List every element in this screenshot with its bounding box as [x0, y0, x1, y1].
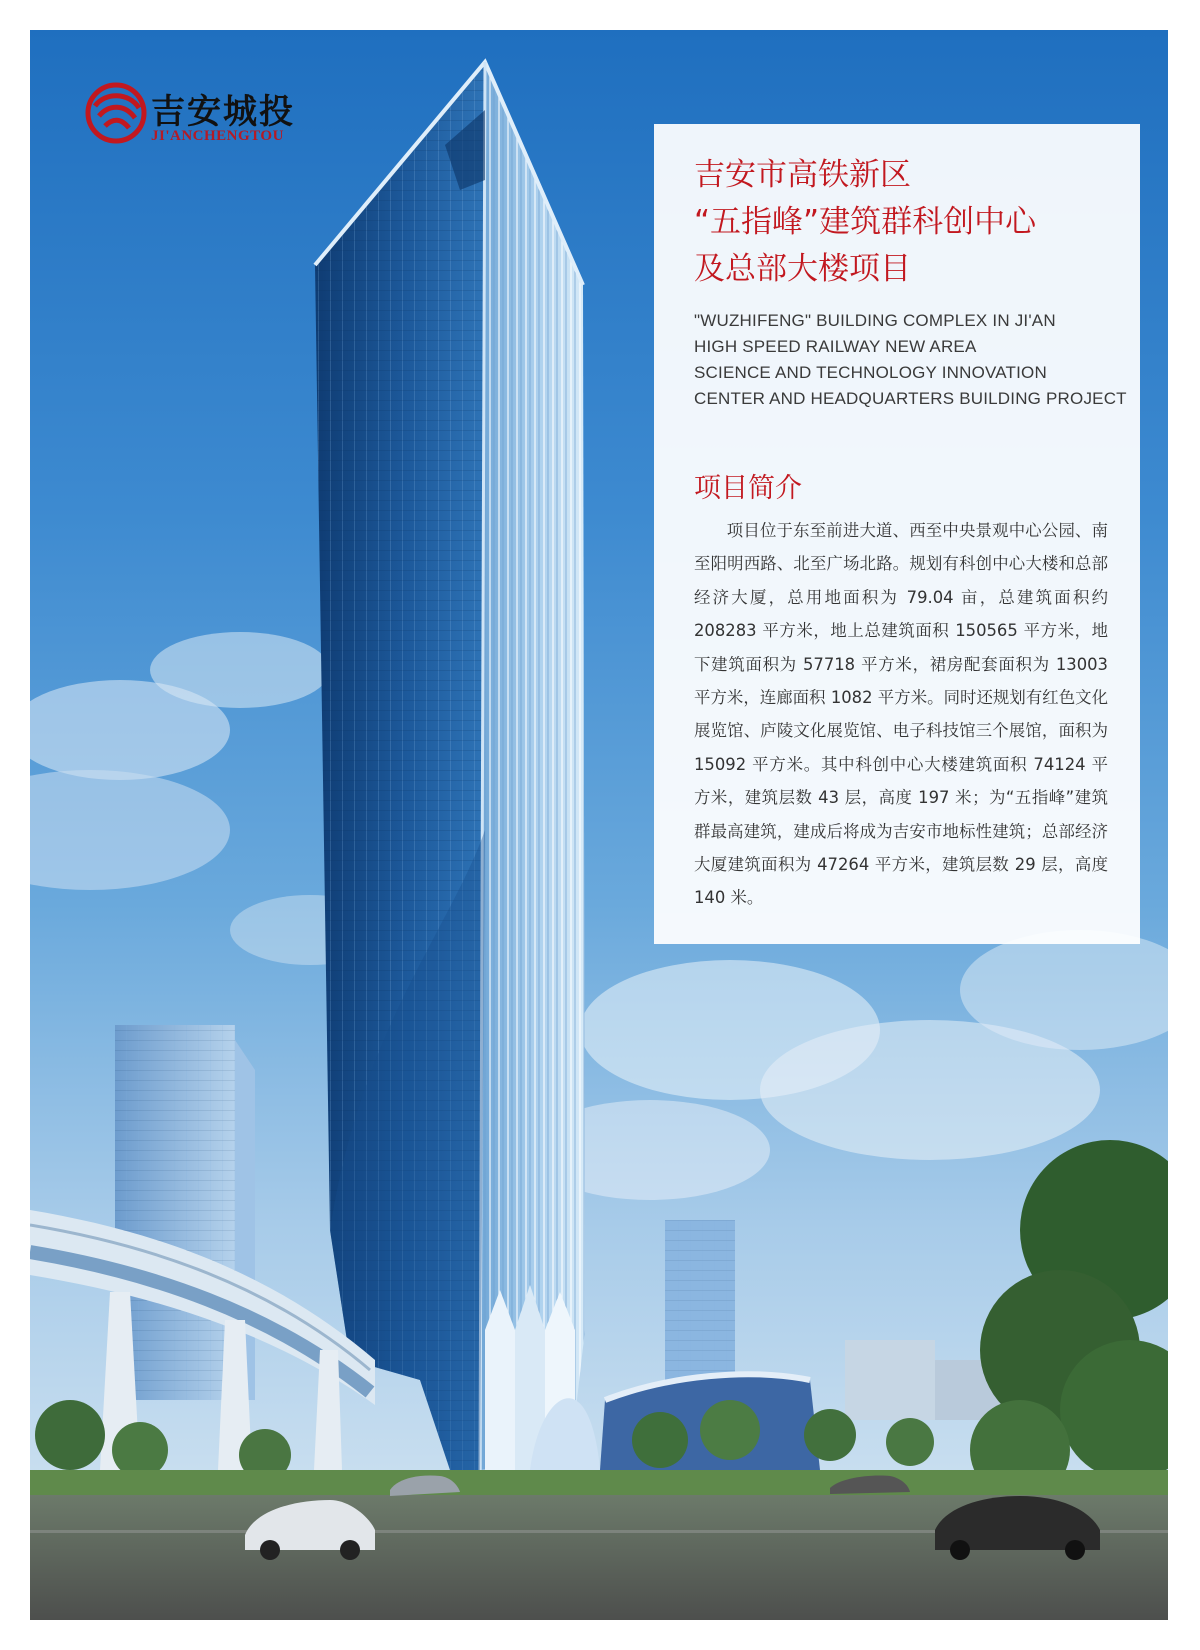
title-en-line: "WUZHIFENG" BUILDING COMPLEX IN JI'AN	[694, 311, 1056, 330]
title-en-line: CENTER AND HEADQUARTERS BUILDING PROJECT	[694, 389, 1127, 408]
cover-image-frame	[30, 30, 1168, 1620]
company-logo	[85, 82, 325, 152]
logo-swirl-icon	[85, 82, 147, 144]
title-en-line: HIGH SPEED RAILWAY NEW AREA	[694, 337, 977, 356]
title-en-line: SCIENCE AND TECHNOLOGY INNOVATION	[694, 363, 1047, 382]
title-cn-line: 及总部大楼项目	[694, 251, 911, 287]
logo-name-cn: 吉安城投	[151, 92, 295, 132]
project-title-en	[694, 308, 1134, 412]
title-cn-line: 吉安市高铁新区	[694, 157, 911, 193]
section-title: 项目简介	[694, 473, 802, 504]
main-tower	[315, 62, 600, 1470]
info-panel	[654, 124, 1140, 944]
logo-name-en: JI'ANCHENGTOU	[151, 128, 284, 144]
title-cn-line: “五指峰”建筑群科创中心	[694, 204, 1037, 240]
project-description: 项目位于东至前进大道、西至中央景观中心公园、南至阳明西路、北至广场北路。规划有科创中心大楼和总部经济大厦，总用地面积为 79.04 亩，总建筑面积约 208283 平方米，地上总建筑面积 150565 平方米，地下建筑面积为 57718 平方米，裙房配套面积为 13003 平方米，连廊面积 1082 平方米。同时还规划有红色文化展览馆、庐陵文化展览馆、电子科技馆三个展馆，面积为 15092 平方米。其中科创中心大楼建筑面积 74124 平方米，建筑层数 43 层，高度 197 米；为“五指峰”建筑群最高建筑，建成后将成为吉安市地标性建筑；总部经济大厦建筑面积为 47264 平方米，建筑层数 29 层，高度 140 米。	[694, 521, 1108, 908]
project-title-cn	[694, 152, 1134, 293]
